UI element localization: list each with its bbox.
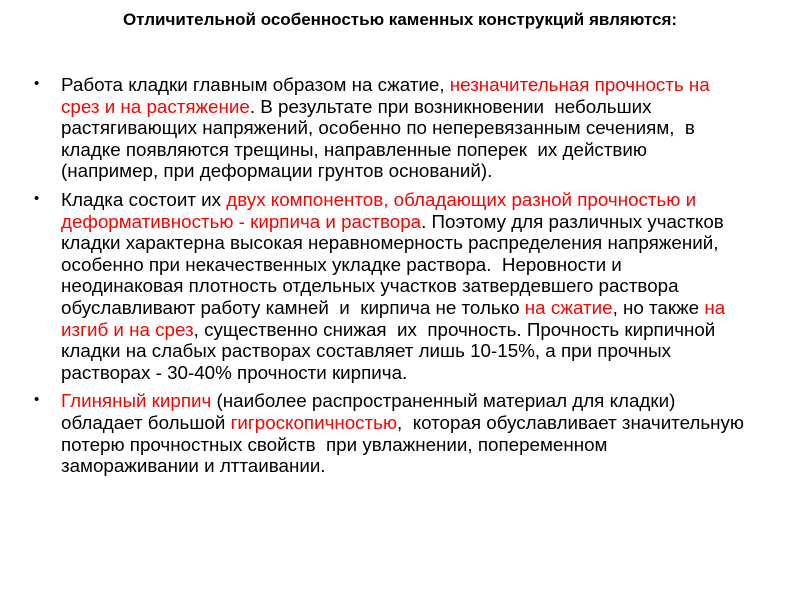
highlighted-text-segment: на изгиб и на срез [61,296,731,340]
text-segment: Работа кладки главным образом на сжатие, [61,74,450,95]
text-segment: (наиболее распространенный материал для кладки) обладает большой [61,390,681,433]
highlighted-text-segment: гигроскопичностью [230,411,398,433]
text-segment: . В результате при возникновении небольших растягивающих напряжений, особенно по неперевязанным сечениям, в кладке появляются трещины, направленные поперек их действию (например, при деформации грунтов оснований). [61,95,701,182]
text-segment: , но также [612,296,705,318]
bullet-item [34,74,744,182]
bullet-item [34,390,750,477]
bullet-item [34,189,744,383]
bullet-list [34,74,750,484]
text-segment: , существенно снижая их прочность. Прочность кирпичной кладки на слабых растворах составляет лишь 10-15%, а при прочных растворах - 30-40% прочности кирпича. [61,318,721,383]
bullet-text [61,74,715,181]
bullet-text [61,390,749,476]
bullet-dot-icon: • [34,189,40,207]
text-segment: , которая обуславливает значительную потерю прочностных свойств при увлажнении, попеременном замораживании и лттаивании. [61,411,750,477]
highlighted-text-segment: на сжатие [524,296,613,318]
bullet-text [61,189,730,383]
highlighted-text-segment: Глиняный кирпич [61,390,212,412]
text-segment: Кладка состоит их [61,188,227,210]
highlighted-text-segment: двух компонентов, обладающих разной прочностью и деформативностью - кирпича и раствора [61,188,702,232]
slide-title: Отличительной особенностью каменных конструкций являются: [122,10,678,29]
bullet-dot-icon: • [34,391,40,409]
bullet-dot-icon: • [34,75,40,92]
highlighted-text-segment: незначительная прочность на срез и на растяжение [61,74,715,117]
text-segment: . Поэтому для различных участков кладки характерна высокая неравномерность распределения напряжений, особенно при некачественных укладке раствора. Неровности и неодинаковая плотность отдельных участков затвердевшего раствора обуславливают работу камней и кирпича не только [61,210,729,318]
